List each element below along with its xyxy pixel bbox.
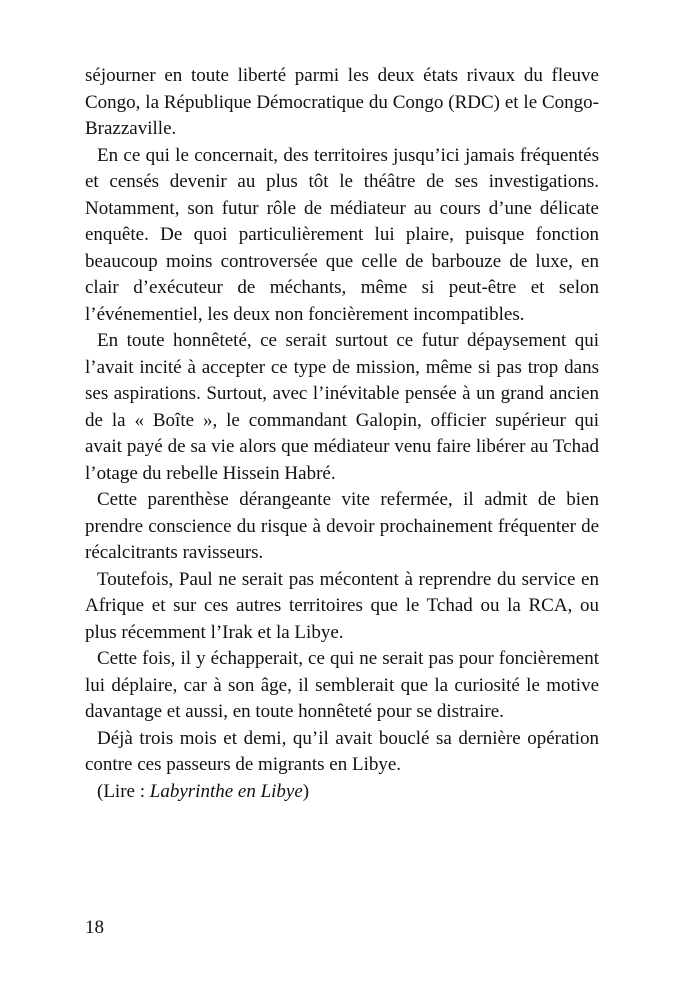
reference-note [85, 779, 599, 806]
page-number: 18 [85, 917, 104, 938]
paragraph-2: En ce qui le concernait, des territoires jusqu’ici jamais fréquentés et censés devenir au plus tôt le théâtre de ses investigations. Notamment, son futur rôle de médiateur au cours d’une délicate enquête. De quoi particulièrement lui plaire, puisque fonction beaucoup moins controversée que celle de barbouze de luxe, en clair d’exécuteur de méchants, même si peut-être et selon l’événementiel, les deux non foncièrement incompatibles. [85, 144, 599, 325]
paragraph-5: Toutefois, Paul ne serait pas mécontent à reprendre du service en Afrique et sur ces autres territoires que le Tchad ou la RCA, ou plus récemment l’Irak et la Libye. [85, 568, 599, 643]
reference-prefix: (Lire : [97, 780, 150, 802]
paragraph-3: En toute honnêteté, ce serait surtout ce futur dépaysement qui l’avait incité à accepter ce type de mission, même si pas trop dans ses aspirations. Surtout, avec l’inévitable pensée à un grand ancien de la « Boîte », le commandant Galopin, officier supérieur qui avait payé de sa vie alors que médiateur venu faire libérer au Tchad l’otage du rebelle Hissein Habré. [85, 330, 599, 484]
paragraph-1: séjourner en toute liberté parmi les deux états rivaux du fleuve Congo, la République Démocratique du Congo (RDC) et le Congo-Brazzaville. [85, 65, 599, 139]
paragraph-6: Cette fois, il y échapperait, ce qui ne serait pas pour foncièrement lui déplaire, car à son âge, il semblerait que la curiosité le motive davantage et aussi, en toute honnêteté pour se distraire. [85, 648, 599, 722]
paragraph-7: Déjà trois mois et demi, qu’il avait bouclé sa dernière opération contre ces passeurs de migrants en Libye. [85, 727, 599, 775]
reference-book-title: Labyrinthe en Libye [149, 780, 303, 802]
page-body [85, 63, 599, 805]
paragraph-4: Cette parenthèse dérangeante vite refermée, il admit de bien prendre conscience du risque à devoir prochainement fréquenter de récalcitrants ravisseurs. [85, 489, 599, 563]
reference-suffix: ) [302, 780, 310, 802]
